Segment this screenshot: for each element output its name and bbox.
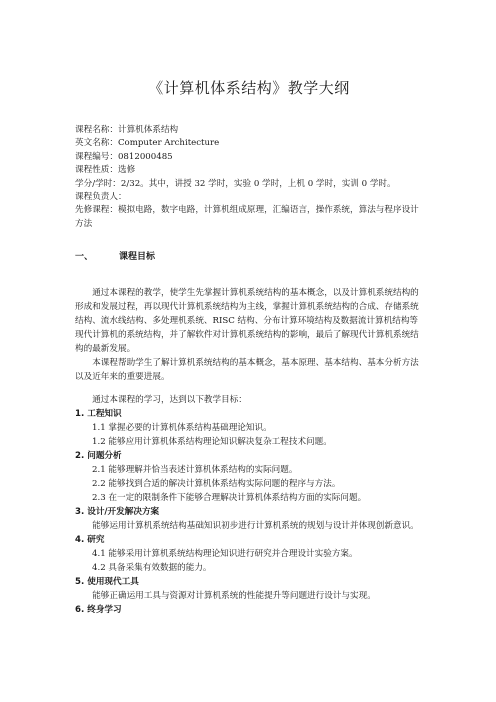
goal-item: 4.2 具备采集有效数据的能力。 — [92, 563, 212, 574]
course-info — [75, 124, 423, 231]
goal-item: 2.3 在一定的限制条件下能够合理解决计算机体系结构方面的实际问题。 — [92, 493, 367, 504]
goal-item: 1.2 能够应用计算机体系结构理论知识解决复杂工程技术问题。 — [92, 437, 332, 448]
paragraph: 本课程帮助学生了解计算机系统结构的基本概念，基本原理、基本结构、基本分析方法以及近年来的重要进展。 — [75, 358, 419, 383]
section-heading — [75, 249, 423, 262]
goal-heading: 6. 终身学习 — [75, 605, 122, 616]
goal-heading: 4. 研究 — [75, 535, 105, 546]
credits-hours: 学分/学时：2/32。其中，讲授 32 学时，实验 0 学时，上机 0 学时，实训 0 学时。 — [75, 178, 396, 189]
goal-item: 1.1 掌握必要的计算机体系结构基础理论知识。 — [92, 423, 272, 434]
paragraph: 通过本课程的教学，使学生先掌握计算机系统结构的基本概念，以及计算机系统结构的形成和发展过程，再以现代计算机系统结构为主线，掌握计算机系统结构的合成、存储系统结构、流水线结构、多处理机系统、RISC 结构、分布计算环境结构及数据流计算机结构等现代计算机的系统结构，并了解软件对计算机系统结构的影响，最后了解现代计算机系统结构的最新发展。 — [75, 288, 419, 355]
goal-text: 能够运用计算机系统结构基础知识初步进行计算机系统的规划与设计并体现创新意识。 — [92, 521, 419, 532]
course-type: 课程性质：选修 — [75, 165, 136, 176]
goal-item: 4.1 能够采用计算机系统结构理论知识进行研究并合理设计实验方案。 — [92, 549, 358, 560]
goal-item: 2.1 能够理解并恰当表述计算机体系结构的实际问题。 — [92, 465, 298, 476]
course-leader: 课程负责人： — [75, 192, 127, 203]
goal-heading: 2. 问题分析 — [75, 451, 122, 462]
document-title: 《计算机体系结构》教学大纲 — [148, 79, 350, 97]
goal-list — [75, 407, 423, 617]
paragraph: 通过本课程的学习，达到以下教学目标： — [92, 395, 247, 406]
prerequisites: 先修课程：模拟电路，数字电路，计算机组成原理，汇编语言，操作系统，算法与程序设计方法 — [75, 205, 419, 229]
english-name: 英文名称：Computer Architecture — [75, 138, 220, 149]
goal-heading: 1. 工程知识 — [75, 409, 122, 420]
goal-text: 能够正确运用工具与资源对计算机系统的性能提升等问题进行设计与实现。 — [92, 591, 376, 602]
section-title: 课程目标 — [119, 252, 156, 263]
goal-heading: 3. 设计/开发解决方案 — [75, 507, 160, 518]
course-code: 课程编号：0812000485 — [75, 151, 173, 162]
course-name: 课程名称：计算机体系结构 — [75, 125, 179, 135]
section-number: 一、 — [75, 252, 94, 263]
goal-item: 2.2 能够找到合适的解决计算机体系结构实际问题的程序与方法。 — [92, 479, 341, 490]
goal-heading: 5. 使用现代工具 — [75, 577, 139, 588]
